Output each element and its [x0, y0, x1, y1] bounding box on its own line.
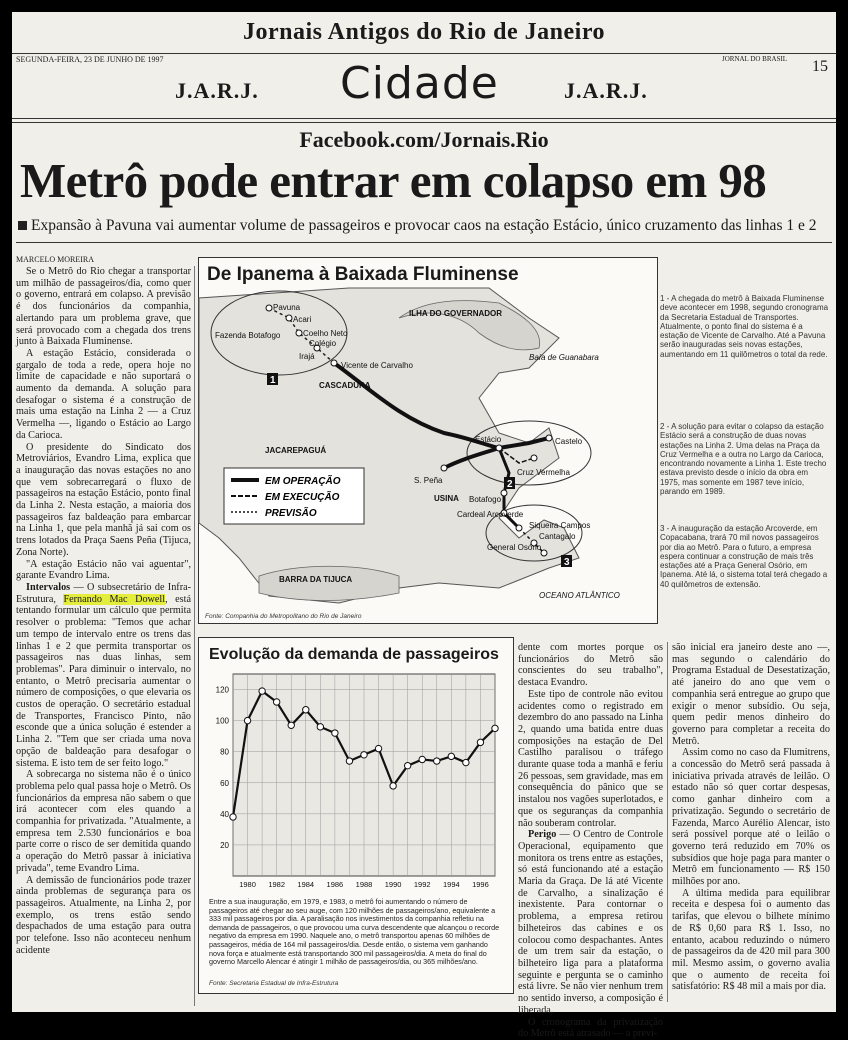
station-dot [516, 525, 522, 531]
data-point [288, 722, 294, 728]
data-point [390, 783, 396, 789]
marker-label: 3 [564, 557, 570, 568]
data-point [259, 688, 265, 694]
y-tick-label: 40 [220, 809, 229, 819]
paragraph: Assim como no caso da Flumitrens, a concessão do Metrô será passada à iniciativa privada através de leilão. O estado não só quer cortar despesas, como ganhar dinheiro com a privatização. Segundo o secretário de Fazenda, Marco Aurélio Alencar, isto será possível porque até o leilão o governo terá reduzido em 70% os subsídios que hoje paga para manter o Metrô em funcionamento — R$ 150 milhões por ano. [672, 747, 830, 888]
x-tick-label: 1986 [326, 880, 344, 889]
station-dot [266, 305, 272, 311]
data-point [404, 762, 410, 768]
paragraph-text: — O subsecretário de Infra-Estrutura, [16, 581, 191, 605]
y-tick-label: 20 [220, 840, 229, 850]
station-label: Colégio [309, 339, 337, 348]
area-label: USINA [434, 494, 459, 503]
paragraph-intervalos [16, 582, 191, 769]
data-point [492, 725, 498, 731]
data-point [361, 752, 367, 758]
paper-name: JORNAL DO BRASIL [722, 55, 788, 63]
paragraph: Este tipo de controle não evitou acidentes como o registrado em dezembro do ano passado na Linha 2, quando uma batida entre duas composições na estação de Del Castilho paralisou o tráfego durante quase toda a manhã e feriu 26 pessoas, sem gravidade, mas em consequência do pânico que se instalou nos vagões superlotados, e que os seguranças da companhia não souberam controlar. [518, 688, 663, 829]
y-tick-label: 100 [215, 716, 229, 726]
station-dot [286, 315, 292, 321]
archive-banner: Jornais Antigos do Rio de Janeiro [242, 19, 606, 45]
x-tick-label: 1990 [384, 880, 402, 889]
dateline: SEGUNDA-FEIRA, 23 DE JUNHO DE 1997 [16, 55, 164, 64]
subheadline [18, 217, 816, 235]
data-point [463, 759, 469, 765]
chart-plot [199, 666, 513, 898]
map-note-3: 3 - A inauguração da estação Arcoverde, em Copacabana, trará 70 mil novos passageiros por dia ao Metrô. Para o futuro, a empresa espera continuar a construção de mais três estações até a Praça General Osório, em Ipanema. Até lá, o sistema total terá chegado a 40 quilômetros de extensão. [660, 524, 828, 589]
paragraph: O presidente do Sindicato dos Metroviários, Evandro Lima, explica que a inauguração das novas estações no ano que vem sobrecarregará o fluxo de passageiros na estação Estácio, ponto final da Linha 2. Nesta estação, a maioria dos passageiros faz baldeação para embarcar na Linha 1, que pela manhã já sai com os trens lotados da Praça Saens Peña (Tijuca, Zona Norte). [16, 441, 191, 558]
chart-caption: Entre a sua inauguração, em 1979, e 1983, o metrô foi aumentando o número de passageiros até chegar ao seu auge, com 120 milhões de passageiros/ano, equivalente a 333 mil passageiros por dia. A paralisação nos investimentos da companhia refletiu na demanda de passageiros, o que provocou uma curva descendente que alcançou o recorde negativo da empresa em 1990. Naquele ano, o metrô transportou apenas 60 milhões de passageiros, média de 164 mil passageiros/dia. Desde então, o sistema vem ganhando nova força e atualmente está transportando 300 mil passageiros/dia. A meta do final do governo Marcello Alencar é atingir 1 milhão de passageiros/dia, ou 365 milhões/ano. [209, 897, 500, 967]
paragraph: "A estação Estácio não vai aguentar", garante Evandro Lima. [16, 558, 191, 582]
data-point [230, 814, 236, 820]
station-label: General Osório [487, 543, 542, 552]
data-point [419, 756, 425, 762]
facebook-watermark: Facebook.com/Jornais.Rio [299, 127, 549, 152]
station-label: Coelho Neto [303, 329, 348, 338]
map-graphic [199, 258, 657, 623]
map-title: De Ipanema à Baixada Fluminense [207, 264, 519, 285]
data-point [317, 724, 323, 730]
station-label: Fazenda Botafogo [215, 331, 281, 340]
article-column-3 [518, 642, 663, 1040]
station-label: Irajá [299, 352, 315, 361]
data-point [244, 717, 250, 723]
y-tick-label: 60 [220, 778, 229, 788]
x-tick-label: 1984 [297, 880, 315, 889]
station-dot [541, 550, 547, 556]
article-column-1 [16, 266, 191, 1012]
x-tick-label: 1994 [442, 880, 460, 889]
paragraph: A sobrecarga no sistema não é o único problema pelo qual passa hoje o Metrô. Os funcionários da empresa não sabem o que irá acontecer com eles quando a companhia for privatizada. "Atualmente, a empresa tem 2.530 funcionários e boa parte corre o risco de ser demitida quando a operação do Metrô passar à iniciativa privada", teme Evandro Lima. [16, 769, 191, 874]
data-point [448, 753, 454, 759]
area-label: OCEANO ATLÂNTICO [539, 591, 620, 600]
map-note-2: 2 - A solução para evitar o colapso da estação Estácio será a construção de duas novas estações na Linha 2. Uma delas na Praça da Cruz Vermelha e a outra no Largo da Carioca, encontrando novamente a Linha 1. Este trecho estava previsto desde o início da obra em 1975, mas somente em 1987 teve início, parando em 1989. [660, 422, 827, 497]
x-tick-label: 1988 [355, 880, 373, 889]
page-number: 15 [812, 58, 828, 75]
paragraph: A última medida para equilibrar receita e despesa foi o aumento das tarifas, que elevou o bilhete mínimo de R$ 0,60 para R$ 1. Isso, no entanto, acabou reduzindo o número de passageiros da de 420 mil para 300 mil. Mesmo assim, o governo avalia que o aumento de receita foi satisfatório: R$ 48 mil a mais por dia. [672, 887, 830, 993]
station-label: Estácio [475, 435, 502, 444]
demand-chart [198, 637, 514, 994]
subhead-rule [16, 242, 832, 243]
paragraph: Se o Metrô do Rio chegar a transportar um milhão de passageiros/dia, como quer o governo, entrará em colapso. A previsão é dos funcionários da companhia, alertando para um problema grave, que será provocado com a chegada dos trens junto à Baixada Fluminense. [16, 266, 191, 348]
station-label: Siqueira Campos [529, 521, 591, 530]
banner-rule [12, 53, 836, 54]
x-tick-label: 1992 [413, 880, 431, 889]
paragraph-perigo [518, 829, 663, 1016]
metro-map [198, 257, 658, 624]
area-label: BARRA DA TIJUCA [279, 575, 353, 584]
headline: Metrô pode entrar em colapso em 98 [20, 153, 767, 208]
data-point [477, 739, 483, 745]
bullet-square [18, 221, 27, 230]
subtitle-intervalos: Intervalos [26, 581, 71, 593]
station-dot [501, 490, 507, 496]
area-label: Baía de Guanabara [529, 353, 599, 362]
subtitle-perigo: Perigo [528, 829, 557, 841]
station-dot [531, 455, 537, 461]
station-label: Cruz Vermelha [517, 468, 570, 477]
station-label: Botafogo [469, 495, 502, 504]
chart-title: Evolução da demanda de passageiros [209, 646, 499, 663]
x-tick-label: 1982 [268, 880, 286, 889]
column-divider [194, 266, 195, 1006]
marker-label: 1 [270, 375, 276, 386]
paragraph: são inicial era janeiro deste ano —, mas segundo o calendário do Programa Estadual de Desestatização, até janeiro do ano que vem o companhia será entregue ao grupo que exigir o menor subsídio. Ou seja, quem pedir menos dinheiro do governo para completar a receita do Metrô. [672, 642, 830, 747]
station-label: Vicente de Carvalho [341, 361, 413, 370]
paragraph: O cronograma da privatização do Metrô está atrasado — a previ- [518, 1016, 663, 1040]
area-label: ILHA DO GOVERNADOR [409, 309, 503, 318]
paragraph: dente com mortes porque os funcionários do Metrô são conscientes do seu trabalho", destaca Evandro. [518, 642, 663, 689]
paragraph: A demissão de funcionários pode trazer ainda problemas de segurança para os passageiros. Atualmente, na Linha 2, por exemplo, os trens estão sendo despachados de uma estação para outra por telefone. Isso não aconteceu nenhum acidente [16, 874, 191, 956]
station-dot [296, 330, 302, 336]
section-rule-1 [12, 118, 836, 119]
x-tick-label: 1996 [472, 880, 489, 889]
data-point [303, 707, 309, 713]
highlighted-name: Fernando Mac Dowell [63, 593, 166, 605]
jarj-tag-left: J.A.R.J. [175, 78, 259, 103]
station-label: Castelo [555, 437, 583, 446]
station-dot [441, 465, 447, 471]
map-legend [224, 468, 364, 524]
station-dot [546, 435, 552, 441]
newspaper-page [12, 12, 836, 1040]
subhead-text: Expansão à Pavuna vai aumentar volume de passageiros e provocar caos na estação Estácio, único cruzamento das linhas 1 e 2 [31, 217, 817, 234]
map-note-1: 1 - A chegada do metrô à Baixada Fluminense deve acontecer em 1998, segundo cronograma da Secretaria Estadual de Transportes. Atualmente, o ponto final do sistema é a estação de Vicente de Carvalho. Até a Pavuna serão inauguradas seis novas estações, aumentando em 11 quilômetros o total da rede. [660, 294, 829, 359]
data-point [375, 745, 381, 751]
article-column-4 [672, 642, 830, 1012]
paragraph: A estação Estácio, considerada o gargalo de toda a rede, opera hoje no limite de capacidade e não suportará o aumento da demanda. A solução para desafogar o sistema é a construção de mais uma estação na Linha 2 — a Cruz Vermelha —, ligando o Estácio ao Largo da Carioca. [16, 347, 191, 441]
byline: MARCELO MOREIRA [16, 255, 95, 264]
station-label: S. Peña [414, 476, 443, 485]
section-rule-2 [12, 122, 836, 123]
station-label: Pavuna [273, 303, 301, 312]
station-label: Acari [293, 315, 312, 324]
data-point [434, 758, 440, 764]
jarj-tag-right: J.A.R.J. [564, 78, 648, 103]
area-label: CASCADURA [319, 381, 371, 390]
data-point [273, 699, 279, 705]
station-label: Cardeal Arcoverde [457, 510, 524, 519]
section-title: Cidade [340, 58, 499, 109]
station-dot [496, 445, 502, 451]
legend-label: EM EXECUÇÃO [265, 492, 340, 503]
chart-source: Fonte: Secretaria Estadual de Infra-Estrutura [209, 980, 339, 987]
x-tick-label: 1980 [239, 880, 256, 889]
legend-label: PREVISÃO [265, 508, 317, 519]
map-source: Fonte: Companhia do Metropolitano do Rio de Janeiro [205, 613, 362, 620]
paragraph-text: — O Centro de Controle Operacional, equipamento que monitora os trens entre as estações, só está funcionando até a estação Maria da Graça. De lá até Vicente de Carvalho, a sinalização é inexistente. Para contornar o problema, a empresa retirou bilheteiros das cabines e os colocou como despachantes. Antes de um trem sair da estação, o bilheteiro liga para a plataforma seguinte e pergunta se o caminho está livre. Se não vier nenhum trem no sentido inverso, a composição é liberada. [518, 829, 663, 1016]
paragraph-text: , está tentando formular um cálculo que permita resolver o problema: "Temos que achar um tempo de intervalo entre os trens das linhas 1 e 2 que permita transportar os passageiros nas duas linhas, sem problemas". Para diminuir o intervalo, no entanto, o Metrô precisaria aumentar o número de composições, o que elevaria os custos de operação. O secretário estadual de Transportes, Francisco Pinto, não esconde que a única solução é estender a Linha 2. "Tem que ser criada uma nova opção de baldeação para desafogar o sistema. E isto tem de ser feito logo." [16, 593, 191, 769]
area-label: JACAREPAGUÁ [265, 446, 327, 455]
data-point [332, 730, 338, 736]
station-label: Cantagalo [539, 532, 576, 541]
column-divider [667, 642, 668, 1002]
marker-label: 2 [507, 479, 513, 490]
legend-label: EM OPERAÇÃO [265, 476, 341, 487]
station-dot [331, 360, 337, 366]
y-tick-label: 120 [215, 685, 229, 695]
y-tick-label: 80 [220, 747, 229, 757]
data-point [346, 758, 352, 764]
